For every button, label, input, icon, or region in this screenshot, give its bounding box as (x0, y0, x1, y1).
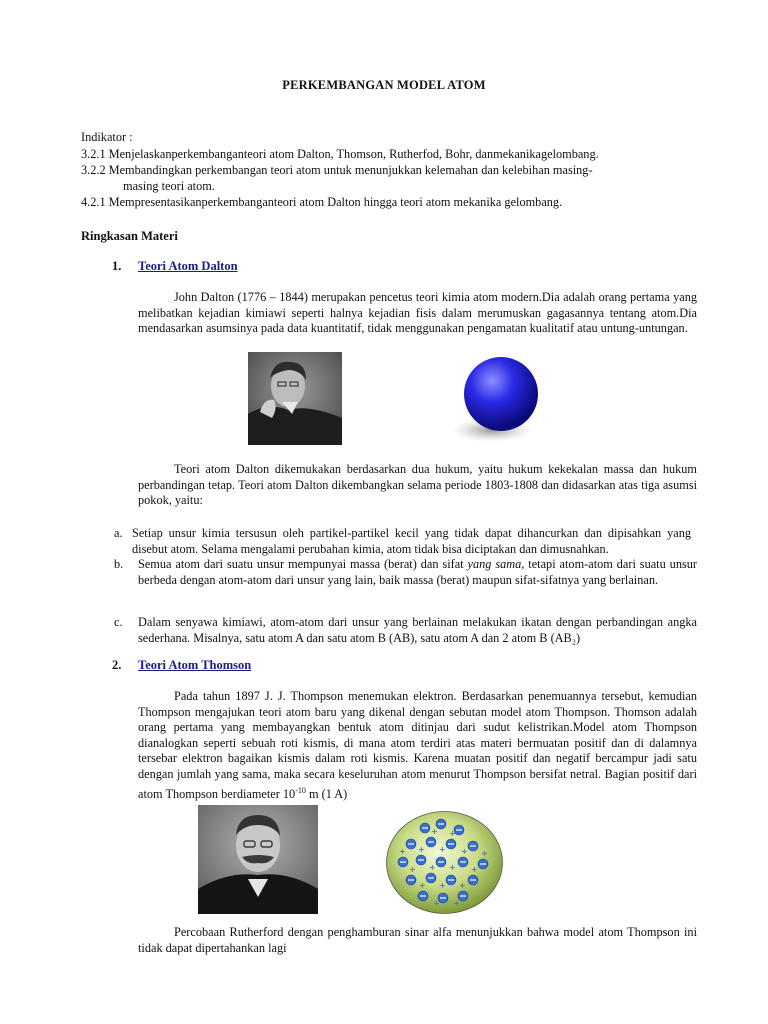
svg-text:+: + (449, 829, 456, 838)
svg-text:+: + (453, 899, 460, 908)
indikator-item: 3.2.1 Menjelaskanperkembanganteori atom Dalton, Thomson, Rutherfod, Bohr, danmekanikagelombang. (81, 147, 599, 161)
svg-text:+: + (449, 863, 456, 872)
svg-text:+: + (459, 881, 466, 890)
section-title-link[interactable]: Teori Atom Dalton (138, 259, 238, 273)
svg-text:+: + (409, 865, 416, 874)
svg-text:+: + (431, 827, 438, 836)
list-item: Dalam senyawa kimiawi, atom-atom dari unsur yang berlainan melakukan ikatan dengan perbandingan angka sederhana. Misalnya, satu atom A dan satu atom B (AB), satu atom A dan 2 atom B (AB₂) (138, 615, 697, 645)
list-item: Setiap unsur kimia tersusun oleh partikel-partikel kecil yang tidak dapat dihancurkan dan dipisahkan yang disebut atom. Selama mengalami perubahan kimia, atom tidak bisa diciptakan dan dimusnahkan. (132, 526, 691, 556)
section-number: 2. (112, 658, 122, 672)
page-title: PERKEMBANGAN MODEL ATOM (282, 78, 486, 92)
indikator-label: Indikator : (81, 130, 133, 144)
svg-text:+: + (461, 847, 468, 856)
list-marker: c. (114, 615, 123, 629)
paragraph: Teori atom Dalton dikemukakan berdasarkan dua hukum, yaitu hukum kekekalan massa dan hukum perbandingan tetap. Teori atom Dalton dikembangkan selama periode 1803-1808 dan didasarkan atas tiga asumsi pokok, yaitu: (138, 462, 697, 508)
thomson-portrait-image (198, 805, 318, 914)
dalton-sphere-model-image (448, 352, 548, 446)
list-marker: b. (114, 557, 124, 571)
svg-text:+: + (433, 899, 440, 908)
svg-text:+: + (418, 845, 425, 854)
paragraph: Pada tahun 1897 J. J. Thompson menemukan elektron. Berdasarkan penemuannya tersebut, kemudian Thompson mengajukan teori atom baru yang dikenal dengan sebutan model atom Thompson. Thomson adalah orang pertama yang membayangkan bentuk atom ditinjau dari sudut kelistrikan.Model atom Thompson dianalogkan seperti sebuah roti kismis, di mana atom terdiri atas materi bermuatan positif dan di dalamnya tersebar elektron bagaikan kismis dalam roti kismis. Karena muatan positif dan negatif bercampur jadi satu dengan jumlah yang sama, maka secara keseluruhan atom menurut Thompson bersifat netral. Bagian positif dari atom Thompson berdiameter $10^{-10}$ m (1 A) (138, 689, 697, 801)
svg-text:+: + (419, 881, 426, 890)
svg-text:+: + (439, 845, 446, 854)
list-item: Semua atom dari suatu unsur mempunyai massa (berat) dan sifat yang sama, tetapi atom-atom dari suatu unsur berbeda dengan atom-atom dari unsur yang lain, baik massa (berat) maupun sifat-sifatnya yang berlainan. (138, 557, 697, 587)
plum-pudding-model-image (385, 810, 504, 915)
indikator-item-continued: masing teori atom. (123, 179, 215, 193)
list-marker: a. (114, 526, 123, 540)
svg-text:+: + (481, 849, 488, 858)
paragraph: John Dalton (1776 – 1844) merupakan pencetus teori kimia atom modern.Dia adalah orang pertama yang melibatkan kejadian kimiawi seperti halnya kejadian fisis dalam merumuskan gagasannya tentang atom.Dia mendasarkan asumsinya pada data kuantitatif, tidak menggunakan pengamatan kualitatif atau untung-untungan. (138, 290, 697, 336)
svg-text:+: + (429, 863, 436, 872)
indikator-item: 4.2.1 Mempresentasikanperkembanganteori atom Dalton hingga teori atom mekanika gelombang. (81, 195, 563, 209)
paragraph: Percobaan Rutherford dengan penghamburan sinar alfa menunjukkan bahwa model atom Thompson ini tidak dapat dipertahankan lagi (138, 925, 697, 955)
section-number: 1. (112, 259, 122, 273)
section-heading-ringkasan: Ringkasan Materi (81, 229, 178, 243)
svg-text:+: + (439, 881, 446, 890)
dalton-portrait-image (248, 352, 342, 445)
section-title-link[interactable]: Teori Atom Thomson (138, 658, 252, 672)
svg-text:+: + (399, 847, 406, 856)
indikator-item: 3.2.2 Membandingkan perkembangan teori atom untuk menunjukkan kelemahan dan kelebihan masing- (81, 163, 593, 177)
svg-text:+: + (471, 865, 478, 874)
